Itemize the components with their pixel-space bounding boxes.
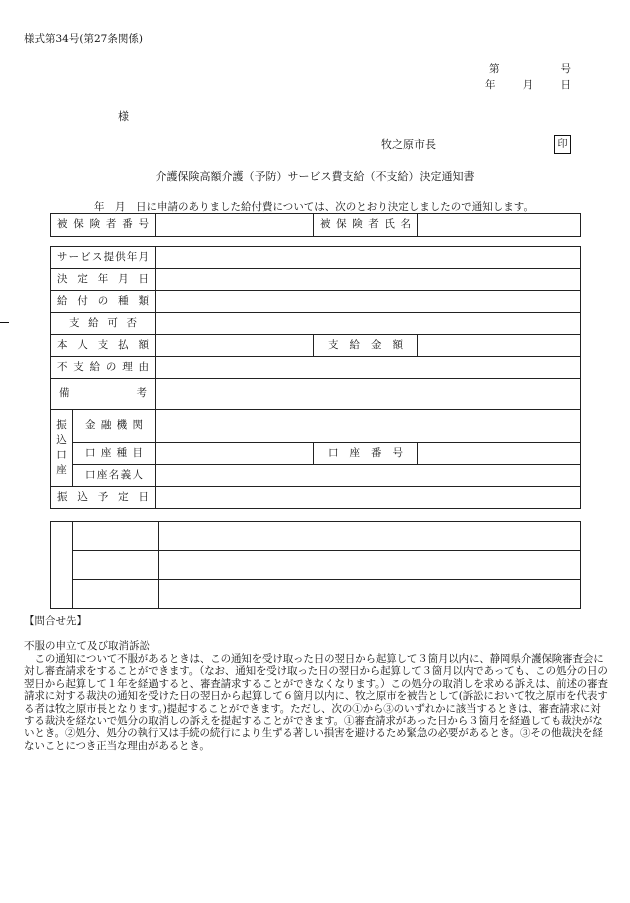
table-row [51, 410, 581, 443]
memo-cell[interactable] [73, 580, 159, 609]
account-number-value[interactable] [418, 443, 581, 465]
remarks-label: 備考 [51, 379, 156, 410]
recipient-suffix: 様 [118, 110, 129, 123]
table-row [51, 214, 581, 237]
date-month: 月 [522, 79, 534, 91]
insured-info-table [50, 213, 581, 237]
insured-number-value[interactable] [156, 214, 314, 237]
self-paid-amount-label: 本人支払額 [51, 335, 156, 357]
document-date [485, 79, 571, 92]
document-title: 介護保険高額介護（予防）サービス費支給（不支給）決定通知書 [155, 170, 475, 183]
transfer-account-group-label: 振 込 口 座 [51, 410, 73, 487]
memo-side-cell [51, 522, 73, 609]
insured-name-value[interactable] [418, 214, 581, 237]
service-month-label: サービス提供年月 [51, 247, 156, 269]
decision-table [50, 246, 581, 509]
account-holder-label: 口座名義人 [73, 465, 156, 487]
memo-cell[interactable] [73, 522, 159, 551]
service-month-value[interactable] [156, 247, 581, 269]
table-row [51, 443, 581, 465]
date-year: 年 [485, 79, 496, 91]
account-type-label: 口座種目 [73, 443, 156, 465]
table-row [51, 379, 581, 410]
document-number [489, 63, 571, 76]
bank-value[interactable] [156, 410, 581, 443]
benefit-type-label: 給付の種類 [51, 291, 156, 313]
notice-title: 不服の申立て及び取消訴訟 [24, 640, 150, 652]
table-row [51, 522, 581, 551]
table-row [51, 247, 581, 269]
inquiry-label: 【問合せ先】 [24, 615, 87, 627]
table-row [51, 465, 581, 487]
nonpayment-reason-value[interactable] [156, 357, 581, 379]
decision-date-value[interactable] [156, 269, 581, 291]
date-day: 日 [560, 79, 571, 91]
nonpayment-reason-label: 不支給の理由 [51, 357, 156, 379]
transfer-date-label: 振込予定日 [51, 487, 156, 509]
table-row [51, 313, 581, 335]
account-number-label: 口座番号 [314, 443, 418, 465]
table-row [51, 551, 581, 580]
doc-number-suffix: 号 [560, 63, 571, 75]
memo-cell[interactable] [159, 551, 581, 580]
table-row [51, 269, 581, 291]
insured-name-label: 被保険者氏名 [314, 214, 418, 237]
notice-body: この通知について不服があるときは、この通知を受け取った日の翌日から起算して３箇月以内に、静岡県介護保険審査会に対し審査請求をすることができます。（なお、通知を受け取った日の翌日から起算して３箇月以内であっても、この処分の日の翌日から起算して１年を経過すると、審査請求することができなくなります。）この処分の取消しを求める訴えは、前述の審査請求に対する裁決の通知を受けた日の翌日から起算して６箇月以内に、牧之原市を被告として(訴訟において牧之原市を代表する者は牧之原市長となります。)提起することができます。ただし、次の①から③のいずれかに該当するときは、審査請求に対する裁決を経ないで処分の取消しの訴えを提起することができます。①審査請求があった日から３箇月を経過しても裁決がないとき。②処分、処分の執行又は手続の続行により生ずる著しい損害を避けるため緊急の必要があるとき。③その他裁決を経ないことにつき正当な理由があるとき。 [24, 653, 608, 752]
payment-amount-value[interactable] [418, 335, 581, 357]
self-paid-amount-value[interactable] [156, 335, 314, 357]
table-row [51, 357, 581, 379]
doc-number-prefix: 第 [489, 63, 500, 75]
payment-amount-label: 支給金額 [314, 335, 418, 357]
table-row [51, 487, 581, 509]
account-holder-value[interactable] [156, 465, 581, 487]
memo-cell[interactable] [159, 522, 581, 551]
table-row [51, 580, 581, 609]
memo-cell[interactable] [73, 551, 159, 580]
insured-number-label: 被保険者番号 [51, 214, 156, 237]
payment-decision-label: 支給可否 [51, 313, 156, 335]
seal-mark: 印 [554, 135, 571, 154]
intro-text: 年 月 日に申請のありました給付費については、次のとおり決定しましたので通知します。 [94, 201, 534, 213]
memo-cell[interactable] [159, 580, 581, 609]
margin-tick-mark [0, 322, 9, 323]
decision-date-label: 決定年月日 [51, 269, 156, 291]
table-row [51, 335, 581, 357]
issuer-name: 牧之原市長 [381, 138, 436, 151]
remarks-value[interactable] [156, 379, 581, 410]
memo-grid [50, 521, 581, 609]
bank-label: 金融機関 [73, 410, 156, 443]
table-row [51, 291, 581, 313]
account-type-value[interactable] [156, 443, 314, 465]
form-number: 様式第34号(第27条関係) [24, 33, 143, 45]
benefit-type-value[interactable] [156, 291, 581, 313]
transfer-date-value[interactable] [156, 487, 581, 509]
payment-decision-value[interactable] [156, 313, 581, 335]
